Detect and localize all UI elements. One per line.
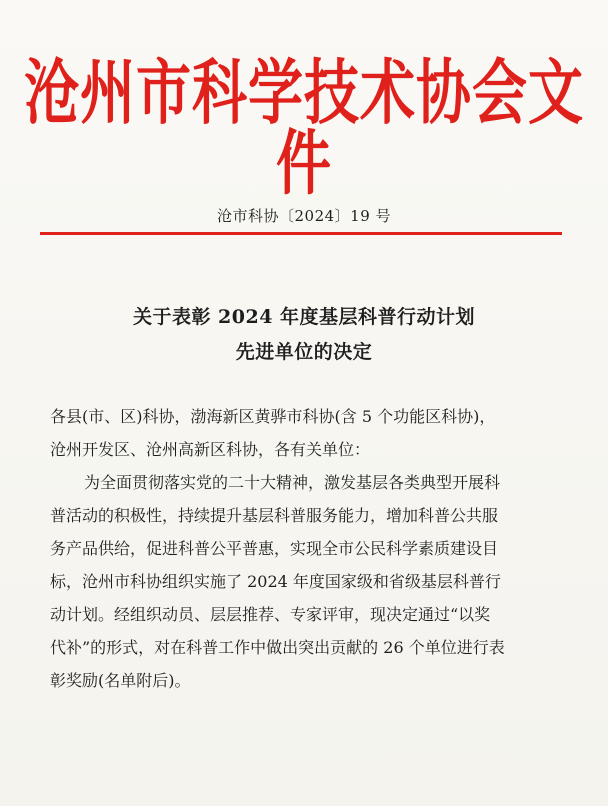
paragraph-line: 代补”的形式，对在科普工作中做出突出贡献的 26 个单位进行表 xyxy=(50,638,505,657)
paragraph-line: 普活动的积极性，持续提升基层科普服务能力，增加科普公共服 xyxy=(50,506,499,525)
paragraph-line: 标，沧州市科协组织实施了 2024 年度国家级和省级基层科普行 xyxy=(50,572,501,591)
red-divider xyxy=(40,232,562,235)
masthead-title: 沧州市科学技术协会文件 xyxy=(23,51,584,204)
paragraph-line: 动计划。经组织动员、层层推荐、专家评审，现决定通过“以奖 xyxy=(50,605,491,624)
document-number: 沧市科协〔2024〕19 号 xyxy=(216,207,392,225)
paragraph-line: 为全面贯彻落实党的二十大精神，激发基层各类典型开展科 xyxy=(84,473,501,492)
document-title-line-2: 先进单位的决定 xyxy=(235,341,373,363)
body-paragraph xyxy=(50,466,570,697)
addressee-line-2: 沧州开发区、沧州高新区科协，各有关单位： xyxy=(50,440,371,459)
addressee-line-1: 各县(市、区)科协，渤海新区黄骅市科协(含 5 个功能区科协)， xyxy=(50,407,496,426)
paragraph-line: 务产品供给，促进科普公平普惠，实现全市公民科学素质建设目 xyxy=(50,539,499,558)
document-title-line-1: 关于表彰 2024 年度基层科普行动计划 xyxy=(132,306,476,328)
paragraph-line: 彰奖励(名单附后)。 xyxy=(50,671,191,690)
document-body xyxy=(50,400,570,697)
